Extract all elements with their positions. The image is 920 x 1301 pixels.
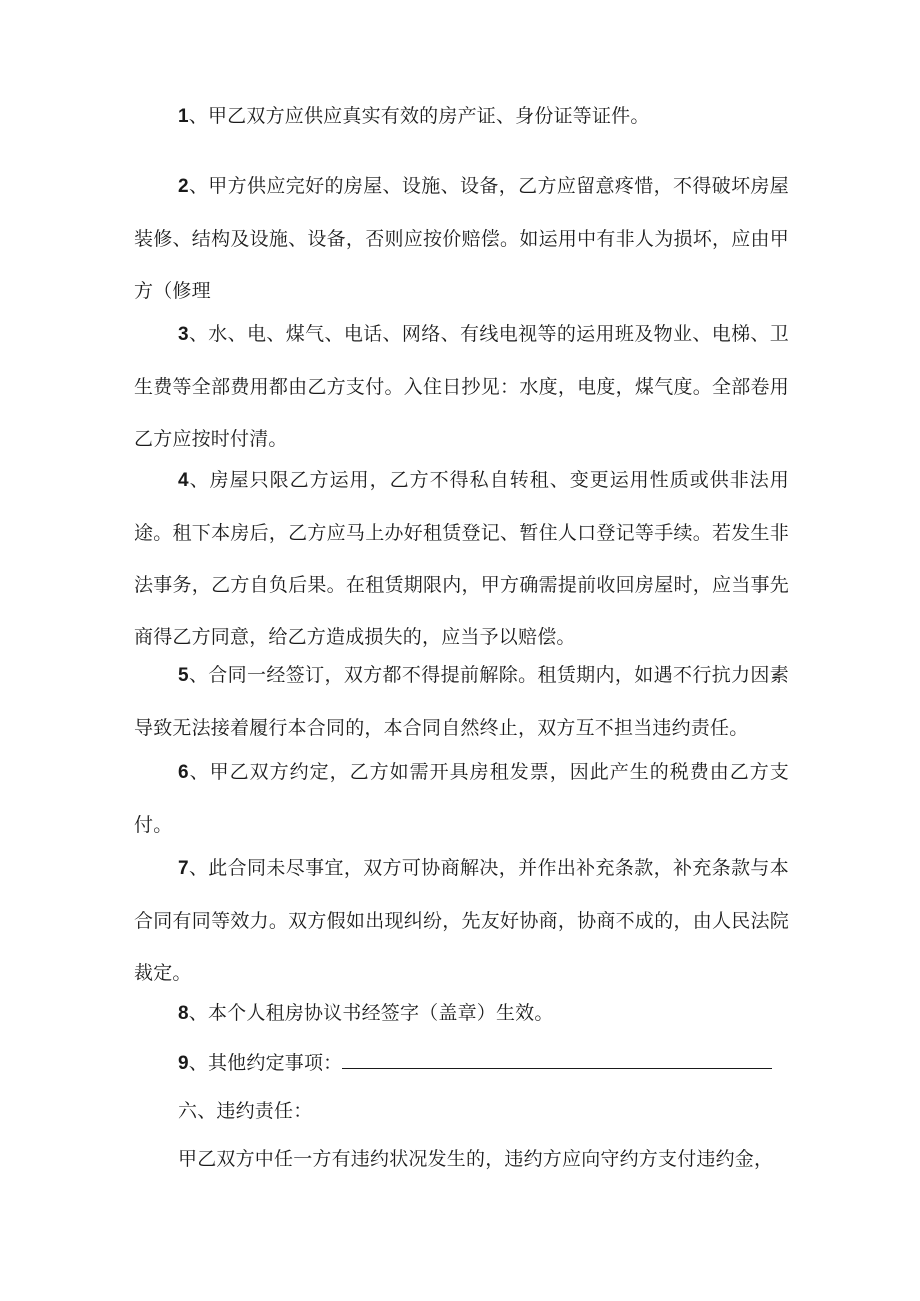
clause-number: 3 [178,324,189,345]
clause-3 [134,308,789,465]
clause-text: 、水、电、煤气、电话、网络、有线电视等的运用班及物业、电梯、卫生费等全部费用都由乙方支付。入住日抄见：水度，电度，煤气度。全部卷用乙方应按时付清。 [134,323,789,450]
clause-text: 、本个人租房协议书经签字（盖章）生效。 [188,1002,554,1024]
clause-text: 、房屋只限乙方运用，乙方不得私自转租、变更运用性质或供非法用途。租下本房后，乙方应马上办好租赁登记、暂住人口登记等手续。若发生非法事务，乙方自负后果。在租赁期限内，甲方确需提前收回房屋时，应当事先商得乙方同意，给乙方造成损失的，应当予以赔偿。 [134,469,789,648]
clause-text: 、甲方供应完好的房屋、设施、设备，乙方应留意疼惜，不得破坏房屋装修、结构及设施、设备，否则应按价赔偿。如运用中有非人为损坏，应由甲方（修理 [134,175,789,302]
clause-text: 、其他约定事项： [188,1052,343,1074]
clause-number: 6 [178,762,189,783]
clause-text: 、甲乙双方约定，乙方如需开具房租发票，因此产生的税费由乙方支付。 [134,761,789,836]
clause-text: 、合同一经签订，双方都不得提前解除。租赁期内，如遇不行抗力因素导致无法接着履行本合同的，本合同自然终止，双方互不担当违约责任。 [134,664,789,739]
clause-number: 7 [178,858,189,879]
clause-2 [134,160,789,317]
clause-number: 2 [178,176,189,197]
clause-number: 1 [178,106,189,127]
clause-4 [134,454,789,663]
clause-1 [134,90,789,143]
clause-number: 8 [178,1003,189,1024]
clause-9 [134,1037,789,1090]
clause-6 [134,746,789,851]
clause-5 [134,649,789,754]
fill-in-blank-line [342,1046,772,1069]
clause-8 [134,987,789,1040]
clause-number: 4 [178,470,189,491]
clause-text: 、甲乙双方应供应真实有效的房产证、身份证等证件。 [188,105,650,127]
clause-number: 5 [178,665,189,686]
clause-7 [134,842,789,999]
clause-text: 、此合同未尽事宜，双方可协商解决，并作出补充条款，补充条款与本合同有同等效力。双方假如出现纠纷，先友好协商，协商不成的，由人民法院裁定。 [134,857,789,984]
section-heading: 六、违约责任： [178,1100,313,1122]
clause-number: 9 [178,1053,189,1074]
closing-paragraph: 甲乙双方中任一方有违约状况发生的，违约方应向守约方支付违约金， [178,1148,774,1170]
